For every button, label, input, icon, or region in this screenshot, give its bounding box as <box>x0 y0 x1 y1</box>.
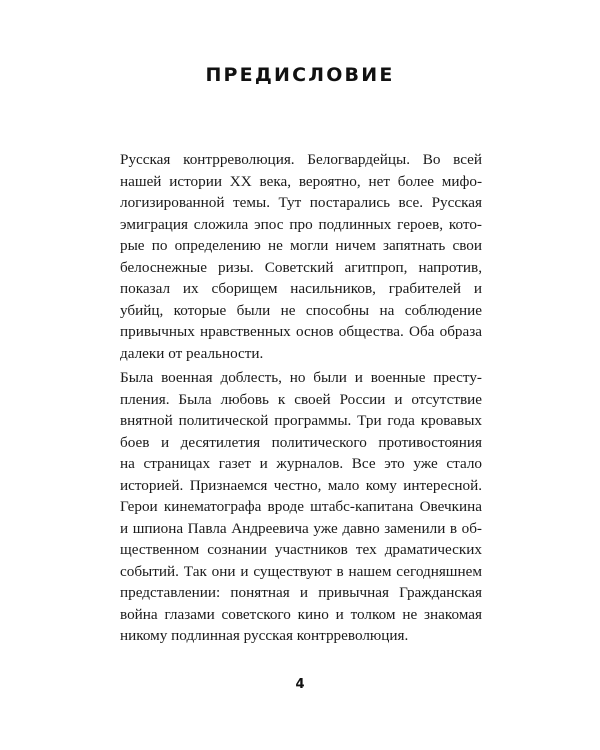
text-line: событий. Так они и существуют в нашем сегодняшнем <box>120 562 482 580</box>
text-line: представлении: понятная и привычная Гражданская <box>120 584 482 601</box>
paragraph-2 <box>120 367 482 647</box>
text-line: привычных нравственных основ общества. Оба образа <box>120 323 482 340</box>
text-line: внятной политической программы. Три года кровавых <box>120 412 482 429</box>
text-line: Герои кинематографа вроде штабс-капитана Овечкина <box>120 498 482 515</box>
text-line: далеки от реальности. <box>120 344 264 362</box>
text-line: эмиграция сложила эпос про подлинных героев, кото- <box>120 215 482 233</box>
text-line: нашей истории XX века, вероятно, нет более мифо- <box>120 172 482 190</box>
text-line: показал их сборищем насильников, грабителей и <box>120 280 482 297</box>
chapter-title: ПРЕДИСЛОВИЕ <box>205 64 395 86</box>
text-line: щественном сознании участников тех драматических <box>120 541 482 558</box>
text-line: Была военная доблесть, но были и военные престу- <box>120 369 482 386</box>
text-line: логизированной темы. Тут постарались все. Русская <box>120 194 482 211</box>
text-line: историей. Признаемся честно, мало кому интересной. <box>120 476 482 494</box>
text-line: боев и десятилетия политического противостояния <box>120 433 482 451</box>
text-line: война глазами советского кино и толком не знакомая <box>120 605 482 623</box>
text-line: белоснежные ризы. Советский агитпроп, напротив, <box>120 258 482 276</box>
paragraph-1 <box>120 149 482 364</box>
text-line: убийц, которые были не способны на соблюдение <box>120 301 482 319</box>
text-line: и шпиона Павла Андреевича уже давно заменили в об- <box>120 519 482 537</box>
text-line: на страницах газет и журналов. Все это уже стало <box>120 455 482 472</box>
text-line: никому подлинная русская контрреволюция. <box>120 627 409 644</box>
text-line: пления. Была любовь к своей России и отсутствие <box>120 390 482 408</box>
text-line: рые по определению не могли ничем запятнать свои <box>120 237 482 254</box>
page-number: 4 <box>295 677 305 692</box>
text-line: Русская контрреволюция. Белогвардейцы. Во всей <box>120 151 482 168</box>
